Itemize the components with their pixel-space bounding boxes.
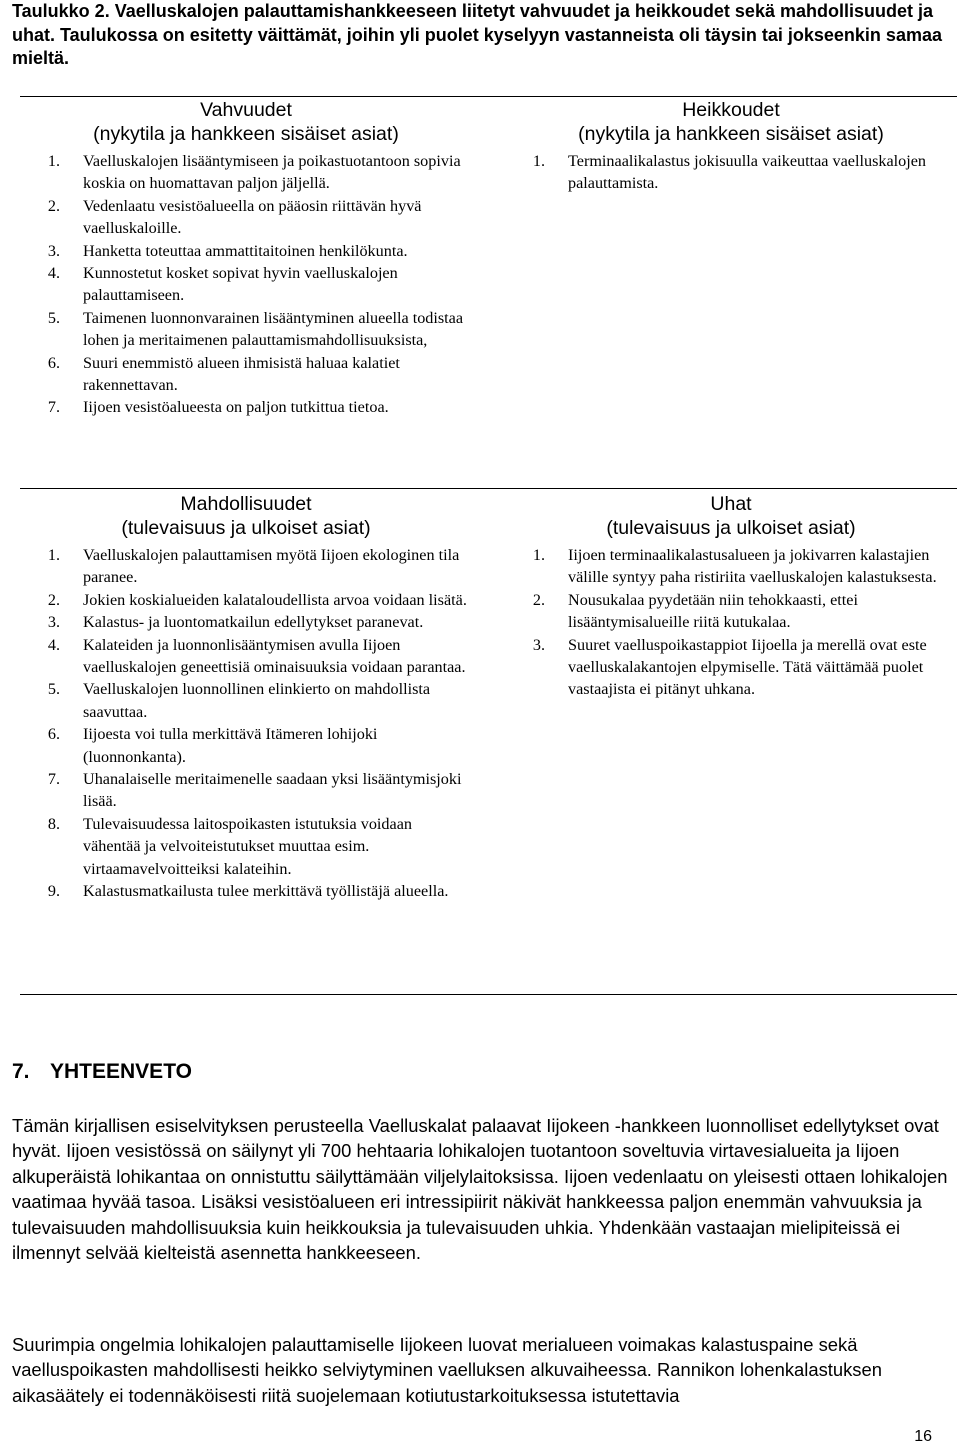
item-text: Vaelluskalojen luonnollinen elinkierto on mahdollista saavuttaa. — [83, 680, 431, 721]
list-item — [20, 240, 472, 262]
strengths-subtitle: (nykytila ja hankkeen sisäiset asiat) — [93, 123, 399, 145]
opportunities-subtitle: (tulevaisuus ja ulkoiset asiat) — [121, 517, 371, 539]
item-number: 7. — [47, 398, 60, 417]
list-item — [20, 611, 472, 633]
threats-list — [505, 544, 957, 701]
item-text: Iijoesta voi tulla merkittävä Itämeren lohijoki (luonnonkanta). — [83, 725, 378, 766]
threats-subtitle: (tulevaisuus ja ulkoiset asiat) — [606, 517, 856, 539]
item-number: 6. — [47, 353, 60, 372]
item-number: 2. — [47, 590, 60, 609]
item-number: 2. — [47, 196, 60, 215]
list-item — [20, 678, 472, 723]
list-item — [20, 634, 472, 679]
list-item — [505, 634, 957, 701]
item-number: 1. — [532, 152, 545, 170]
item-text: Kalastusmatkailusta tulee merkittävä työllistäjä alueella. — [83, 882, 449, 901]
opportunities-title: Mahdollisuudet — [180, 493, 312, 515]
weaknesses-subtitle: (nykytila ja hankkeen sisäiset asiat) — [578, 123, 884, 145]
list-item — [20, 589, 472, 611]
threats-title: Uhat — [710, 493, 752, 515]
item-number: 3. — [47, 241, 60, 260]
list-item — [20, 880, 472, 902]
item-text: Taimenen luonnonvarainen lisääntyminen alueella todistaa lohen ja meritaimenen palauttamismahdollisuuksista, — [83, 308, 464, 350]
item-text: Suuri enemmistö alueen ihmisistä haluaa kalatiet rakennettavan. — [83, 353, 400, 395]
table-caption: Taulukko 2. Vaelluskalojen palauttamishankkeeseen liitetyt vahvuudet ja heikkoudet sekä mahdollisuudet ja uhat. Taulukossa on esitetty väittämät, joihin yli puolet kyselyyn vastanneista oli täysin tai jokseenkin samaa mieltä. — [12, 1, 942, 68]
item-text: Terminaalikalastus jokisuulla vaikeuttaa vaelluskalojen palauttamista. — [568, 152, 927, 193]
opportunities-cell — [20, 492, 472, 903]
section-title: YHTEENVETO — [50, 1060, 192, 1083]
weaknesses-list — [505, 150, 957, 195]
summary-paragraph-2: Suurimpia ongelmia lohikalojen palauttamiselle Iijokeen luovat merialueen voimakas kalastuspaine sekä vaelluspoikasten mahdollisesti heikko selviytyminen vaelluksen alkuvaiheessa. Rannikon lohenkalastuksen aikasäätely ei todennäköisesti riitä suojelemaan kotiutustarkoituksessa istutettavia — [12, 1334, 882, 1406]
item-number: 1. — [532, 546, 545, 564]
list-item — [20, 813, 472, 880]
item-number: 3. — [47, 613, 60, 632]
item-number: 6. — [47, 725, 60, 744]
item-text: Hanketta toteuttaa ammattitaitoinen henkilökunta. — [83, 241, 408, 260]
item-text: Iijoen vesistöalueesta on paljon tutkittua tietoa. — [83, 398, 389, 417]
table-top-rule — [20, 96, 957, 97]
item-text: Vaelluskalojen palauttamisen myötä Iijoen ekologinen tila paranee. — [83, 546, 460, 587]
weaknesses-header — [505, 98, 957, 146]
page-number: 16 — [914, 1428, 932, 1445]
weaknesses-cell — [505, 98, 957, 195]
item-text: Iijoen terminaalikalastusalueen ja jokivarren kalastajien välille syntyy paha ristiriita vaelluskalojen kalastuksesta. — [568, 546, 937, 587]
item-number: 9. — [47, 882, 60, 901]
list-item — [20, 723, 472, 768]
item-number: 1. — [47, 152, 60, 170]
strengths-list — [20, 150, 472, 419]
item-text: Vedenlaatu vesistöalueella on pääosin riittävän hyvä vaelluskaloille. — [83, 196, 422, 238]
list-item — [20, 396, 472, 418]
list-item — [20, 544, 472, 589]
item-number: 5. — [47, 680, 60, 699]
item-number: 4. — [47, 264, 60, 283]
opportunities-header — [20, 492, 472, 540]
item-text: Kunnostetut kosket sopivat hyvin vaelluskalojen palauttamiseen. — [83, 264, 398, 305]
list-item — [20, 352, 472, 397]
item-text: Tulevaisuudessa laitospoikasten istutuksia voidaan vähentää ja velvoiteistutukset muuttaa esim. virtaamavelvoitteiksi kalateihin. — [83, 814, 412, 878]
item-number: 2. — [532, 590, 545, 609]
list-item — [20, 262, 472, 307]
threats-header — [505, 492, 957, 540]
list-item — [505, 150, 957, 195]
weaknesses-title: Heikkoudet — [682, 99, 780, 121]
list-item — [20, 195, 472, 240]
item-text: Suuret vaelluspoikastappiot Iijoella ja merellä ovat este vaelluskalakantojen elpymiselle. Tätä väittämää puolet vastaajista ei pitänyt uhkana. — [568, 635, 927, 699]
item-number: 7. — [47, 770, 60, 789]
opportunities-list — [20, 544, 472, 903]
list-item — [505, 589, 957, 634]
item-number: 1. — [47, 546, 60, 564]
summary-paragraph-1: Tämän kirjallisen esiselvityksen perusteella Vaelluskalat palaavat Iijokeen -hankkeen luonnolliset edellytykset ovat hyvät. Iijoen vesistössä on säilynyt yli 700 hehtaaria lohikalojen tuotantoon soveltuvia virtavesialueita ja Iijoen alkuperäistä lohikantaa on onnistuttu säilyttämään viljelylaitoksissa. Iijoen vedenlaatu on yleisesti ottaen lohikalojen vaatimaa hyvää tasoa. Lisäksi vesistöalueen eri intressipiirit näkivät hankkeessa paljon enemmän vahvuuksia ja tulevaisuuden mahdollisuuksia kuin heikkouksia ja tulevaisuuden uhkia. Yhdenkään vastaajan mielipiteissä ei ilmennyt selvää kielteistä asennetta hankkeeseen. — [12, 1115, 948, 1264]
section-heading — [12, 1060, 192, 1084]
item-number: 3. — [532, 635, 545, 654]
list-item — [20, 150, 472, 195]
section-number: 7. — [12, 1060, 30, 1083]
item-text: Vaelluskalojen lisääntymiseen ja poikastuotantoon sopivia koskia on huomattavan paljon jäljellä. — [83, 152, 461, 193]
strengths-title: Vahvuudet — [200, 99, 292, 121]
table-bottom-rule — [20, 994, 957, 995]
strengths-header — [20, 98, 472, 146]
list-item — [505, 544, 957, 589]
item-text: Nousukalaa pyydetään niin tehokkaasti, ettei lisääntymisalueille riitä kutukalaa. — [568, 590, 858, 632]
list-item — [20, 768, 472, 813]
table-middle-rule — [20, 488, 957, 489]
item-number: 5. — [47, 308, 60, 327]
item-number: 8. — [47, 814, 60, 833]
item-text: Uhanalaiselle meritaimenelle saadaan yksi lisääntymisjoki lisää. — [83, 770, 462, 811]
item-text: Kalateiden ja luonnonlisääntymisen avulla Iijoen vaelluskalojen geneettisiä ominaisuuksia voidaan parantaa. — [83, 635, 466, 677]
threats-cell — [505, 492, 957, 701]
item-text: Kalastus- ja luontomatkailun edellytykset paranevat. — [83, 613, 424, 632]
list-item — [20, 307, 472, 352]
item-text: Jokien koskialueiden kalataloudellista arvoa voidaan lisätä. — [83, 590, 467, 609]
item-number: 4. — [47, 635, 60, 654]
strengths-cell — [20, 98, 472, 419]
